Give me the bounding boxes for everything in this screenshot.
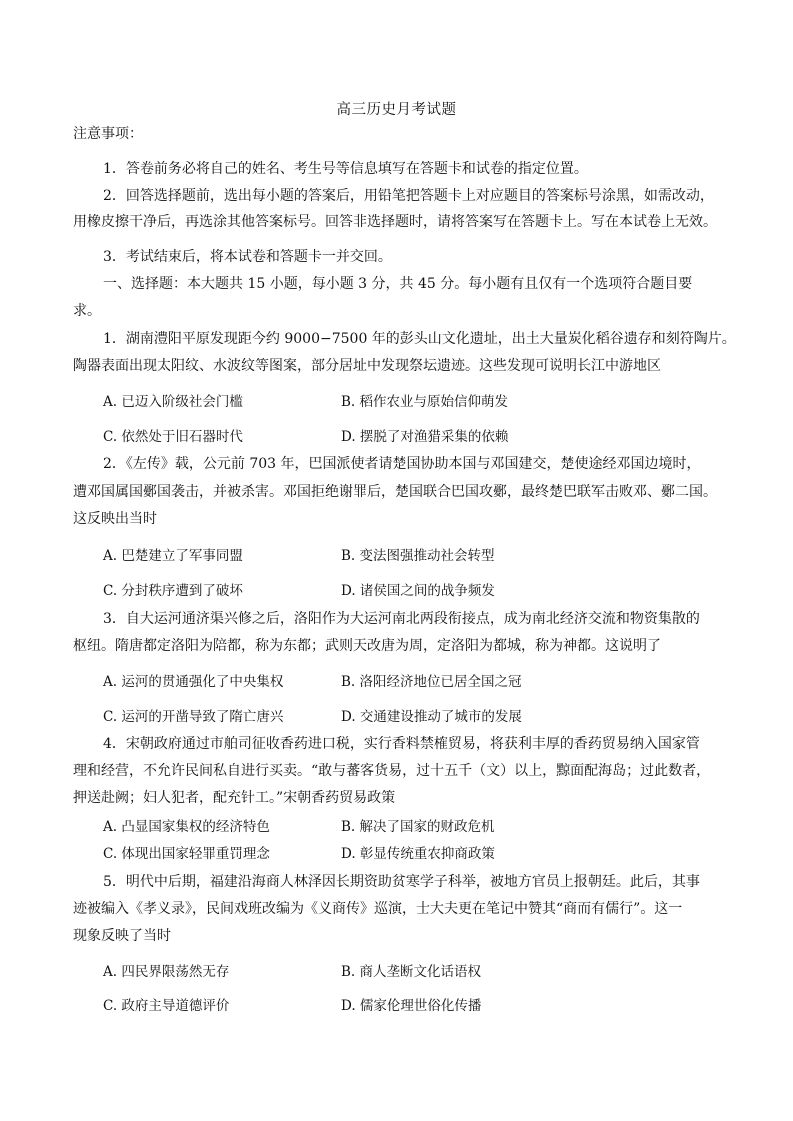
question-2-option-a: A. 巴楚建立了军事同盟 [103, 548, 243, 564]
question-1-option-a: A. 已迈入阶级社会门槛 [103, 394, 243, 410]
question-4-stem-line-2: 理和经营，不允许民间私自进行买卖。“敢与蕃客货易，过十五千（文）以上，黥面配海岛；过此数者， [73, 763, 711, 779]
question-1-option-c: C. 依然处于旧石器时代 [103, 429, 243, 445]
section-header-line-2: 求。 [73, 303, 101, 319]
question-3-stem-line-2: 枢纽。隋唐都定洛阳为陪都，称为东都；武则天改唐为周，定洛阳为都城，称为神都。这说明了 [73, 638, 661, 654]
question-5-stem-line-3: 现象反映了当时 [73, 928, 171, 944]
question-3-option-c: C. 运河的开凿导致了隋亡唐兴 [103, 709, 284, 725]
page-title: 高三历史月考试题 [336, 102, 457, 118]
question-4-option-a: A. 凸显国家集权的经济特色 [103, 819, 270, 835]
question-5-option-c: C. 政府主导道德评价 [103, 998, 230, 1014]
question-4-stem-line-1: 4．宋朝政府通过市舶司征收香药进口税，实行香料禁榷贸易，将获利丰厚的香药贸易纳入国家管 [103, 736, 700, 752]
question-5-option-a: A. 四民界限荡然无存 [103, 964, 230, 980]
notice-item-3: 3．考试结束后，将本试卷和答题卡一并交回。 [103, 249, 392, 265]
question-5-option-b: B. 商人垄断文化话语权 [341, 964, 482, 980]
question-1-stem-line-1: 1．湖南澧阳平原发现距今约 9000−7500 年的彭头山文化遗址，出土大量炭化稻谷遗存和刻符陶片。 [103, 331, 736, 347]
section-header-line-1: 一、选择题：本大题共 15 小题，每小题 3 分，共 45 分。每小题有且仅有一个选项符合题目要 [103, 276, 693, 292]
question-1-option-d: D. 摆脱了对渔猎采集的依赖 [341, 429, 509, 445]
question-2-stem-line-2: 遭邓国属国鄾国袭击，并被杀害。邓国拒绝谢罪后，楚国联合巴国攻鄾，最终楚巴联军击败邓、鄾二国。 [73, 484, 717, 500]
question-3-option-d: D. 交通建设推动了城市的发展 [341, 709, 522, 725]
question-4-stem-line-3: 押送赴阙；妇人犯者，配充针工。”宋朝香药贸易政策 [73, 790, 396, 806]
question-3-stem-line-1: 3．自大运河通济渠兴修之后，洛阳作为大运河南北两段衔接点，成为南北经济交流和物资集散的 [103, 611, 700, 627]
question-5-stem-line-1: 5．明代中后期，福建沿海商人林泽因长期资助贫寒学子科举，被地方官员上报朝廷。此后，其事 [103, 874, 700, 890]
question-2-option-b: B. 变法图强推动社会转型 [341, 548, 495, 564]
question-1-stem-line-2: 陶器表面出现太阳纹、水波纹等图案，部分居址中发现祭坛遗迹。这些发现可说明长江中游地区 [73, 358, 661, 374]
question-5-stem-line-2: 迹被编入《孝义录》，民间戏班改编为《义商传》巡演，士大夫更在笔记中赞其“商而有儒行”。这一 [73, 901, 683, 917]
question-3-option-b: B. 洛阳经济地位已居全国之冠 [341, 674, 522, 690]
question-3-option-a: A. 运河的贯通强化了中央集权 [103, 674, 284, 690]
question-2-stem-line-1: 2．《左传》载，公元前 703 年，巴国派使者请楚国协助本国与邓国建交，楚使途经邓国边境时， [103, 456, 701, 472]
question-5-option-d: D. 儒家伦理世俗化传播 [341, 998, 482, 1014]
question-2-stem-line-3: 这反映出当时 [73, 511, 157, 527]
question-4-option-d: D. 彰显传统重农抑商政策 [341, 846, 495, 862]
notice-item-2-line-1: 2．回答选择题前，选出每小题的答案后，用铅笔把答题卡上对应题目的答案标号涂黑，如需改动， [103, 188, 714, 204]
question-4-option-b: B. 解决了国家的财政危机 [341, 819, 495, 835]
notice-item-2-line-2: 用橡皮擦干净后，再选涂其他答案标号。回答非选择题时，请将答案写在答题卡上。写在本试卷上无效。 [73, 214, 717, 230]
notice-heading: 注意事项： [73, 126, 143, 142]
question-1-option-b: B. 稻作农业与原始信仰萌发 [341, 394, 509, 410]
question-4-option-c: C. 体现出国家轻罪重罚理念 [103, 846, 270, 862]
question-2-option-c: C. 分封秩序遭到了破坏 [103, 583, 243, 599]
question-2-option-d: D. 诸侯国之间的战争频发 [341, 583, 495, 599]
notice-item-1: 1．答卷前务必将自己的姓名、考生号等信息填写在答题卡和试卷的指定位置。 [103, 161, 588, 177]
